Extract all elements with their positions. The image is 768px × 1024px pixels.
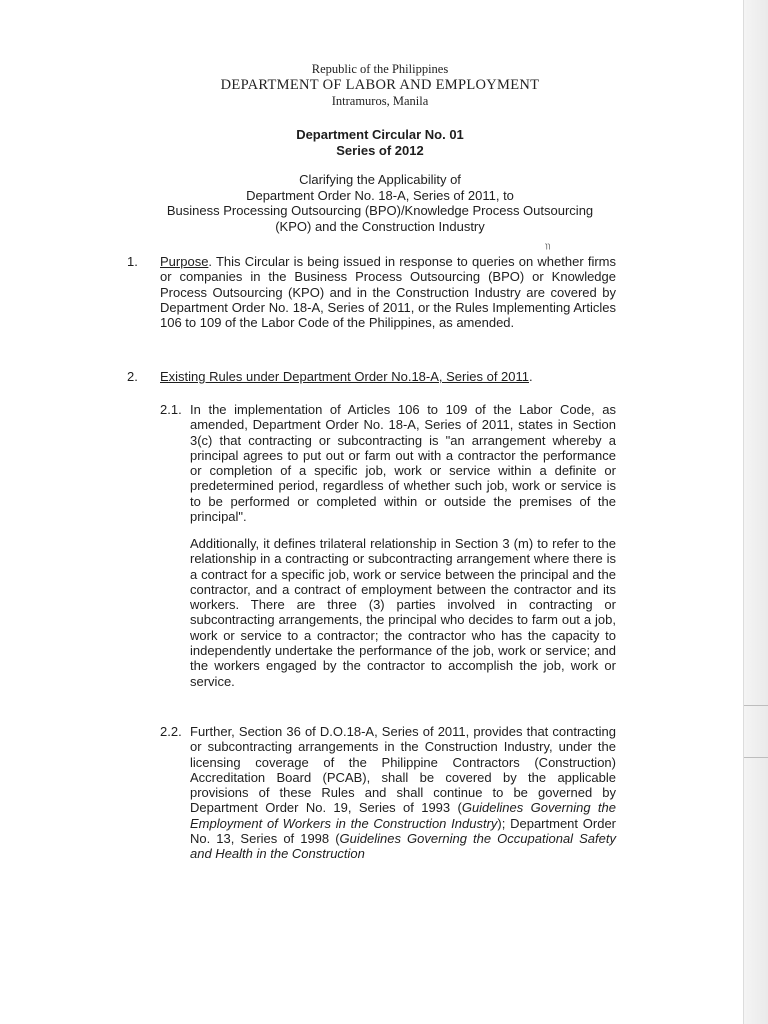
subsection-2-2-paragraph [190,724,616,862]
subject-line: Clarifying the Applicability of [299,172,461,187]
section-2-heading-line [160,369,616,384]
section-2-number: 2. [127,369,138,384]
text-span: Further, Section 36 of D.O.18-A, Series of 2011, provides that contracting or subcontracting arrangements in the Construction Industry, under the licensing coverage of the Philippine Contractors (Construction) Accreditation Board (PCAB), shall be covered by the applicable provisions of these Rules and shall continue to be governed by Department Order No. 19, Series of 1993 ( [190,724,616,816]
section-1-text: . This Circular is being issued in response to queries on whether firms or companies in the Business Process Outsourcing (BPO) or Knowledge Process Outsourcing (KPO) and in the Construction Industry are covered by Department Order No. 18-A, Series of 2011, or the Rules Implementing Articles 106 to 109 of the Labor Code of the Philippines, as amended. [160,254,616,331]
department-name: DEPARTMENT OF LABOR AND EMPLOYMENT [220,77,540,93]
section-1-paragraph [160,254,616,330]
subject-line: Department Order No. 18-A, Series of 2011, to [246,187,514,203]
subject-line: Business Processing Outsourcing (BPO)/Knowledge Process Outsourcing [166,203,594,218]
italic-title: Guidelines Governing the Occupational Safety and Health in the Construction [190,831,616,862]
subsection-2-1-number: 2.1. [160,402,182,417]
subsection-2-1-paragraph-2: Additionally, it defines trilateral relationship in Section 3 (m) to refer to the relationship in a contracting or subcontracting arrangement where there is a contract for a specific job, work or service between the principal and the contractor, and a contract of employment between the contractor and its workers. There are three (3) parties involved in contracting or subcontracting arrangements, the principal who decides to farm out a job, work or service to a contractor; the contractor who has the capacity to independently undertake the performance of the job, work or service; and the workers engaged by the contractor to accomplish the job, work or service. [190,536,616,689]
italic-title: Guidelines Governing the Employment of Workers in the Construction Industry [190,800,616,831]
edge-mark [744,757,768,758]
circular-series: Series of 2012 [336,143,424,158]
letterhead [0,62,760,109]
circular-subject [0,172,760,234]
stray-mark: ɿɿ [545,241,551,250]
section-1-heading: Purpose [160,254,209,269]
circular-number: Department Circular No. 01 [296,127,464,142]
text-span: ); Department Order No. 13, Series of 1998 ( [190,815,616,847]
edge-mark [744,705,768,706]
department-location: Intramuros, Manila [331,94,429,108]
circular-title [0,127,760,159]
section-2-heading-end: . [529,369,533,384]
subsection-2-1-paragraph: In the implementation of Articles 106 to 109 of the Labor Code, as amended, Department Order No. 18-A, Series of 2011, states in Section 3(c) that contracting or subcontracting is "an arrangement whereby a principal agrees to put out or farm out with a contractor the performance or completion of a specific job, work or service within a definite or predetermined period, regardless of whether such job, work or service is to be performed or completed within or outside the premises of the principal". [190,402,616,525]
republic-line: Republic of the Philippines [311,62,449,76]
subject-line: (KPO) and the Construction Industry [275,218,485,234]
subsection-2-2-number: 2.2. [160,724,182,739]
section-1-number: 1. [127,254,138,269]
section-2-heading: Existing Rules under Department Order No.18-A, Series of 2011 [160,369,529,384]
